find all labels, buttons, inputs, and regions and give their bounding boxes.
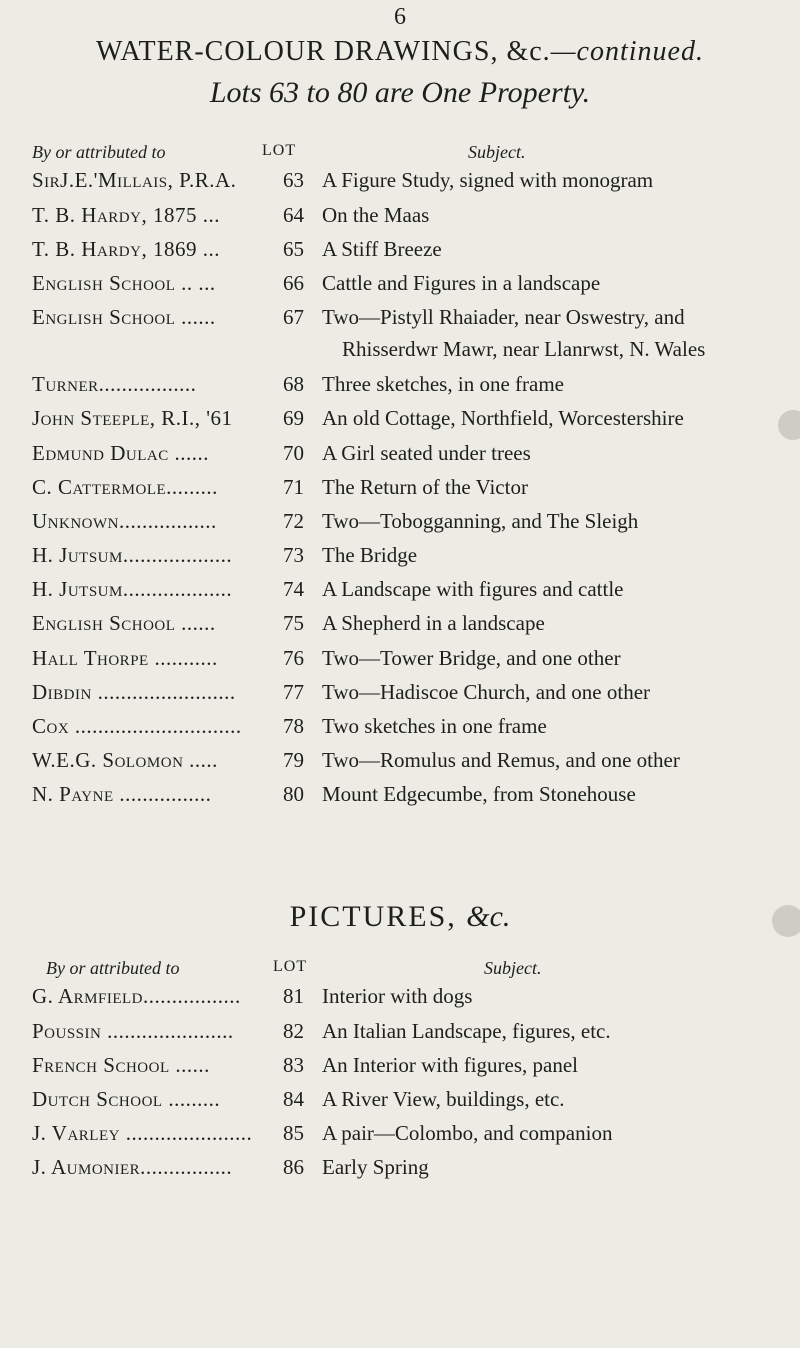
lot-row bbox=[0, 984, 800, 1024]
attributed-header: By or attributed to bbox=[32, 142, 166, 162]
lot-subject: Three sketches, in one frame bbox=[322, 372, 564, 396]
lot-number: 77 bbox=[283, 680, 304, 704]
section-title bbox=[0, 900, 800, 934]
lot-subject: Mount Edgecumbe, from Stonehouse bbox=[322, 782, 636, 806]
artist-name: Hall Thorpe ........... bbox=[32, 646, 218, 670]
artist-name: English School .. ... bbox=[32, 271, 216, 295]
lot-row bbox=[0, 611, 800, 651]
page-title bbox=[0, 36, 800, 68]
lot-subject: A Stiff Breeze bbox=[322, 237, 442, 261]
lot-number: 75 bbox=[283, 611, 304, 635]
lot-subject: A River View, buildings, etc. bbox=[322, 1087, 565, 1111]
artist-name: H. Jutsum................... bbox=[32, 543, 233, 567]
title-continued: —continued. bbox=[550, 36, 704, 67]
artist-name: N. Payne ................ bbox=[32, 782, 212, 806]
lot-number: 79 bbox=[283, 748, 304, 772]
lot-subject: An Interior with figures, panel bbox=[322, 1053, 579, 1077]
lot-number: 70 bbox=[283, 441, 304, 465]
artist-name: English School ...... bbox=[32, 305, 216, 329]
page-number: 6 bbox=[394, 4, 406, 30]
lot-number: 64 bbox=[283, 203, 304, 227]
artist-name: H. Jutsum................... bbox=[32, 577, 233, 601]
artist-name: Cox ............................. bbox=[32, 714, 242, 738]
lot-number: 67 bbox=[283, 305, 304, 329]
artist-name: John Steeple, R.I., '61 bbox=[32, 406, 233, 430]
lot-number: 83 bbox=[283, 1053, 304, 1077]
lot-row bbox=[0, 1155, 800, 1195]
artist-name: Poussin ...................... bbox=[32, 1019, 234, 1043]
lot-subject: Two—Tower Bridge, and one other bbox=[322, 646, 621, 670]
lot-number: 72 bbox=[283, 509, 304, 533]
lot-subject: A Figure Study, signed with monogram bbox=[322, 168, 654, 192]
lot-subject: Two—Tobogganning, and The Sleigh bbox=[322, 509, 639, 533]
pictures-header bbox=[0, 958, 800, 982]
attributed-header: By or attributed to bbox=[46, 958, 180, 978]
artist-name: G. Armfield................. bbox=[32, 984, 241, 1008]
artist-name: SirJ.E.'Millais, P.R.A. bbox=[32, 168, 237, 192]
lot-number: 66 bbox=[283, 271, 304, 295]
lot-number: 85 bbox=[283, 1121, 304, 1145]
lot-subject: The Return of the Victor bbox=[322, 475, 528, 499]
lot-number: 76 bbox=[283, 646, 304, 670]
lot-header: LOT bbox=[273, 958, 308, 975]
lot-subject: A Girl seated under trees bbox=[322, 441, 531, 465]
lot-number: 86 bbox=[283, 1155, 304, 1179]
artist-name: J. Varley ...................... bbox=[32, 1121, 253, 1145]
lot-subject: Interior with dogs bbox=[322, 984, 473, 1008]
subject-header: Subject. bbox=[468, 142, 526, 162]
lot-number: 81 bbox=[283, 984, 304, 1008]
lot-number: 71 bbox=[283, 475, 304, 499]
lot-number: 68 bbox=[283, 372, 304, 396]
lot-subject: Two—Romulus and Remus, and one other bbox=[322, 748, 680, 772]
artist-name: J. Aumonier................ bbox=[32, 1155, 233, 1179]
artist-name: English School ...... bbox=[32, 611, 216, 635]
lot-subject: Two—Hadiscoe Church, and one other bbox=[322, 680, 651, 704]
watercolours-header bbox=[0, 142, 800, 166]
lot-number: 78 bbox=[283, 714, 304, 738]
lots-note: Lots 63 to 80 are One Property. bbox=[209, 76, 591, 109]
lot-number: 80 bbox=[283, 782, 304, 806]
artist-name: W.E.G. Solomon ..... bbox=[32, 748, 218, 772]
artist-name: T. B. Hardy, 1869 ... bbox=[32, 237, 220, 261]
lot-row bbox=[0, 406, 800, 446]
lot-subject: An old Cottage, Northfield, Worcestershire bbox=[322, 406, 684, 430]
lot-subject-continued: Rhisserdwr Mawr, near Llanrwst, N. Wales bbox=[342, 337, 706, 361]
lot-subject: Two sketches in one frame bbox=[322, 714, 547, 738]
lot-row bbox=[0, 305, 800, 361]
lot-number: 73 bbox=[283, 543, 304, 567]
lot-number: 74 bbox=[283, 577, 304, 601]
artist-name: Edmund Dulac ...... bbox=[32, 441, 209, 465]
artist-name: Unknown................. bbox=[32, 509, 217, 533]
title-text: WATER-COLOUR DRAWINGS, &c. bbox=[96, 36, 551, 67]
lot-subject: A Landscape with figures and cattle bbox=[322, 577, 624, 601]
lot-subject: Early Spring bbox=[322, 1155, 429, 1179]
lot-header: LOT bbox=[262, 142, 297, 159]
artist-name: Turner................. bbox=[32, 372, 197, 396]
artist-name: C. Cattermole......... bbox=[32, 475, 218, 499]
lot-subject: On the Maas bbox=[322, 203, 430, 227]
lot-number: 69 bbox=[283, 406, 304, 430]
section-title-text: PICTURES, bbox=[289, 900, 457, 933]
lot-subject: The Bridge bbox=[322, 543, 418, 567]
lot-subject: Two—Pistyll Rhaiader, near Oswestry, and bbox=[322, 305, 685, 329]
lot-number: 63 bbox=[283, 168, 304, 192]
lot-number: 82 bbox=[283, 1019, 304, 1043]
lot-subject: A Shepherd in a landscape bbox=[322, 611, 545, 635]
lot-subject: A pair—Colombo, and companion bbox=[322, 1121, 613, 1145]
lot-row bbox=[0, 168, 800, 208]
subject-header: Subject. bbox=[484, 958, 542, 978]
lot-subject: Cattle and Figures in a landscape bbox=[322, 271, 601, 295]
lot-number: 65 bbox=[283, 237, 304, 261]
lot-subject: An Italian Landscape, figures, etc. bbox=[322, 1019, 611, 1043]
artist-name: Dutch School ......... bbox=[32, 1087, 221, 1111]
lot-row bbox=[0, 782, 800, 822]
artist-name: Dibdin ........................ bbox=[32, 680, 236, 704]
lot-number: 84 bbox=[283, 1087, 304, 1111]
artist-name: T. B. Hardy, 1875 ... bbox=[32, 203, 220, 227]
section-title-amp: &c. bbox=[466, 900, 511, 933]
artist-name: French School ...... bbox=[32, 1053, 210, 1077]
